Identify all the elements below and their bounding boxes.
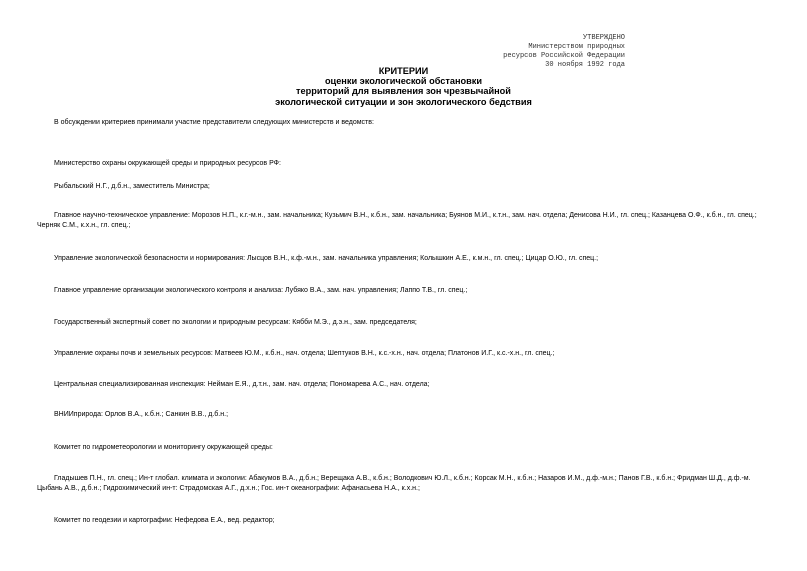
approval-stamp [425, 34, 625, 70]
paragraph: Комитет по гидрометеорологии и мониторингу окружающей среды: [54, 444, 273, 451]
document-title [0, 66, 807, 107]
paragraph: Центральная специализированная инспекция: Нейман Е.Я., д.т.н., зам. нач. отдела; Пономарева А.С., нач. отдела; [54, 381, 430, 388]
paragraph: Главное управление организации экологического контроля и анализа: Лубяко В.А., зам. нач. управления; Лаппо Т.В., гл. спец.; [54, 287, 468, 294]
approval-line: Министерством природных [528, 43, 625, 51]
paragraph: Комитет по геодезии и картографии: Нефедова Е.А., вед. редактор; [54, 517, 275, 524]
approval-line: ресурсов Российской Федерации [503, 52, 625, 60]
title-line: экологической ситуации и зон экологического бедствия [275, 96, 532, 107]
title-line: территорий для выявления зон чрезвычайной [296, 86, 511, 97]
paragraph: Управление экологической безопасности и нормирования: Лысцов В.Н., к.ф.-м.н., зам. начальника управления; Колышкин А.Е., к.м.н., гл. спец.; Цицар О.Ю., гл. спец.; [54, 255, 599, 262]
paragraph: В обсуждении критериев принимали участие представители следующих министерств и ведомств: [54, 119, 374, 126]
paragraph: ВНИИприрода: Орлов В.А., к.б.н.; Санкин В.В., д.б.н.; [54, 411, 229, 418]
paragraph: Управление охраны почв и земельных ресурсов: Матвеев Ю.М., к.б.н., нач. отдела; Шептуков В.Н., к.с.-х.н., нач. отдела; Платонов И.Г., к.с.-х.н., гл. спец.; [54, 350, 555, 357]
approval-line: УТВЕРЖДЕНО [582, 34, 625, 42]
approval-line: 30 ноября 1992 года [545, 61, 625, 69]
paragraph: Министерство охраны окружающей среды и природных ресурсов РФ: [54, 160, 281, 167]
paragraph: Гладышев П.Н., гл. спец.; Ин-т глобал. климата и экологии: Абакумов В.А., д.б.н.; Верещака А.В., к.б.н.; Володкович Ю.Л., к.б.н.; Корсак М.Н., к.б.н.; Назаров И.М., д.ф.-м.н.; Панов Г.В., к.б.н.; Фридман Ш.Д., д.ф.-м. Цыбань А.В., д.б.н.; Гидрохимический ин-т: Страдомская А.Г., д.х.н.; Гос. ин-т океанографии: Афанасьева Н.А., к.х.н.; [37, 475, 751, 492]
paragraph: Рыбальский Н.Г., д.б.н., заместитель Министра; [54, 183, 210, 190]
title-line: КРИТЕРИИ [378, 66, 429, 76]
title-line: оценки экологической обстановки [324, 76, 483, 87]
paragraph: Главное научно-техническое управление: Морозов Н.П., к.г.-м.н., зам. начальника; Кузьмич В.Н., к.б.н., зам. начальника; Буянов М.И., к.т.н., зам. нач. отдела; Денисова Н.И., гл. спец.; Казанцева О.Ф., к.б.н., гл. спец.; Черняк С.М., к.х.н., гл. спец.; [37, 212, 757, 229]
paragraph: Государственный экспертный совет по экологии и природным ресурсам: Кябби М.Э., д.э.н., зам. председателя; [54, 319, 417, 326]
